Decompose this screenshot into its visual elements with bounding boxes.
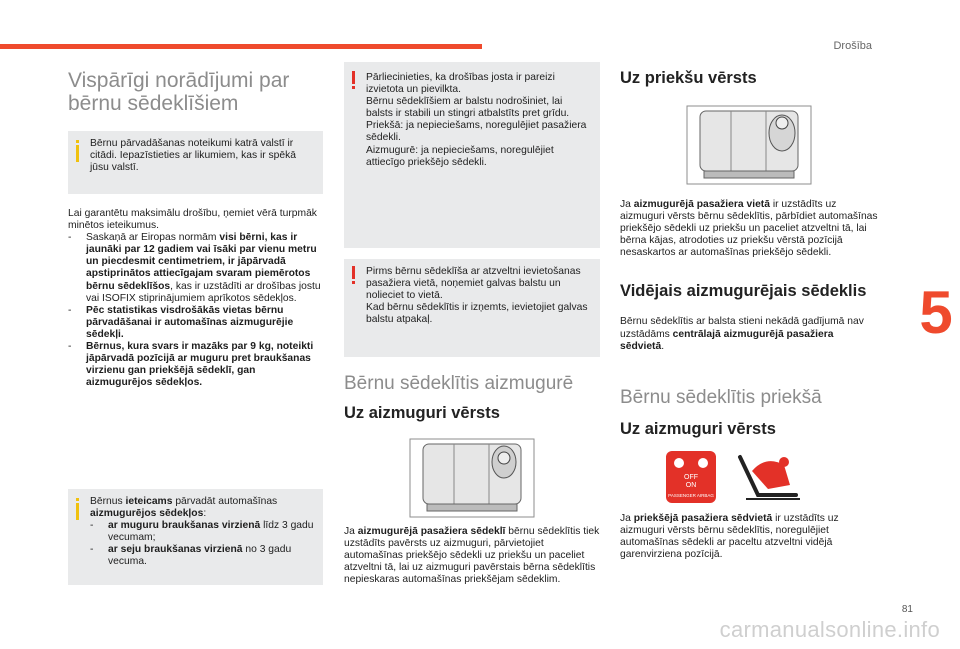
intro-text: Lai garantētu maksimālu drošību, ņemiet vērā turpmāk minētos ieteikumus. [68, 208, 317, 232]
warning-box-headrest [344, 259, 600, 357]
warning-text: Pārliecinieties, ka drošības josta ir pareizi izvietota un pievilkta. Bērnu sēdeklīšiem ar balstu nodrošiniet, lai balsts ir stabili un stingri atbalstīts pret grīdu. Priekšā: ja nepieciešams, noregulējiet pasažiera sēdekli. Aizmugurē: ja nepieciešams, noregulējiet attiecīgo priekšējo sēdekli. [366, 72, 587, 168]
page-title: Vispārīgi norādījumi par bērnu sēdeklīšiem [68, 69, 290, 115]
rear-facing-seat-illustration [344, 438, 600, 518]
svg-text:PASSENGER AIRBAG: PASSENGER AIRBAG [668, 492, 714, 498]
passenger-airbag-label-icon [666, 451, 716, 503]
list-item: - Pēc statistikas visdrošākās vietas bērnu pārvadāšanai ir automašīnas aizmugurējie sēdekļi. [68, 304, 294, 340]
list-item: - ar seju braukšanas virzienā no 3 gadu vecuma. [90, 544, 292, 568]
forward-seat-child-icon [686, 105, 812, 185]
column-left [68, 62, 323, 568]
list-item: - ar muguru braukšanas virzienā līdz 3 gadu vecumam; [90, 520, 314, 544]
column-right [620, 62, 878, 561]
header-accent-bar [0, 44, 482, 49]
rear-seat-child-icon [409, 438, 535, 518]
warning-text: Pirms bērnu sēdeklīša ar atzveltni ievietošanas pasažiera vietā, noņemiet galvas balstu un nolieciet to vietā. Kad bērnu sēdeklītis ir izņemts, ievietojiet galvas balstu atpakaļ. [366, 266, 588, 326]
page-number: 81 [901, 604, 913, 615]
info-box-rear-seats: Bērnus ieteicams pārvadāt automašīnas aizmugurējos sēdekļos: - ar muguru braukšanas virzienā līdz 3 gadu vecumam; - ar seju braukšanas virzienā no 3 gadu vecuma. [68, 489, 323, 585]
warning-icon [352, 71, 355, 93]
column-middle [344, 62, 600, 586]
info-box-laws [68, 131, 323, 194]
info-icon [76, 140, 79, 162]
section-title-front: Bērnu sēdeklītis priekšā [620, 386, 822, 408]
subsection-title-rear-facing: Uz aizmuguri vērsts [344, 404, 500, 422]
info-icon [76, 498, 79, 520]
subsection-title-front-rear-facing: Uz aizmuguri vērsts [620, 419, 776, 438]
rear-facing-text: Ja aizmugurējā pasažiera sēdeklī bērnu sēdeklītis tiek uzstādīts pavērsts uz aizmuguri, pārvietojiet automašīnas priekšējo sēdekli uz priekšu un paceliet atzveltni tā, lai uz aizmuguri pavērstais bērna sēdeklītis nepieskaras automašīnas priekšējam sēdeklim. [344, 526, 600, 586]
subsection-title-forward-facing: Uz priekšu vērsts [620, 69, 757, 87]
front-seat-illustrations [620, 451, 878, 503]
forward-facing-text: Ja aizmugurējā pasažiera vietā ir uzstādīts uz aizmuguri vērsts bērnu sēdeklītis, pārbīdiet automašīnas priekšējo sēdekli uz priekšu un paceliet atzveltni tā, lai bērna kājas, atrodoties uz priekšu vērstā pozīcijā nesaskartos ar automašīnas priekšējo sēdekli. [620, 199, 878, 259]
svg-text:OFF: OFF [684, 473, 698, 481]
chapter-number: 5 [912, 273, 960, 353]
info-text: Bērnu pārvadāšanas noteikumi katrā valstī ir citādi. Iepazīstieties ar likumiem, kas ir spēkā jūsu valstī. [90, 138, 297, 174]
watermark: carmanualsonline.info [719, 617, 940, 642]
forward-facing-seat-illustration [620, 105, 878, 185]
svg-text:ON: ON [685, 481, 697, 489]
warning-icon [352, 266, 355, 288]
list-item: - Saskaņā ar Eiropas normām visi bērni, kas ir jaunāki par 12 gadiem vai īsāki par vienu metru un piecdesmit centimetriem, ir jāpārvadā apstiprinātos attiecīgajam svaram piemērotos bērnu sēdeklīšos, kas ir uzstādīti ar drošības jostu vai ISOFIX stiprinājumiem aprīkotos sēdekļos. [68, 232, 321, 304]
section-label: Drošība [833, 40, 872, 52]
subsection-title-center-rear: Vidējais aizmugurējais sēdeklis [620, 282, 867, 301]
recommendations-list [68, 232, 323, 389]
rear-facing-child-seat-icon [732, 451, 804, 503]
warning-box-belt [344, 62, 600, 248]
section-title-rear: Bērnu sēdeklītis aizmugurē [344, 373, 574, 394]
front-rear-facing-text: Ja priekšējā pasažiera sēdvietā ir uzstādīts uz aizmuguri vērsts bērnu sēdeklītis, noregulējiet automašīnas sēdekli ar paceltu atzveltni vidējā garenvirziena pozīcijā. [620, 512, 839, 561]
center-rear-text: Bērnu sēdeklītis ar balsta stieni nekādā gadījumā nav uzstādāms centrālajā aizmugurējā pasažiera sēdvietā. [620, 316, 864, 352]
list-item: - Bērnus, kura svars ir mazāks par 9 kg, noteikti jāpārvadā pozīcijā ar muguru pret braukšanas virzienu gan priekšējā sēdeklī, gan aizmugurējos sēdekļos. [68, 341, 314, 389]
